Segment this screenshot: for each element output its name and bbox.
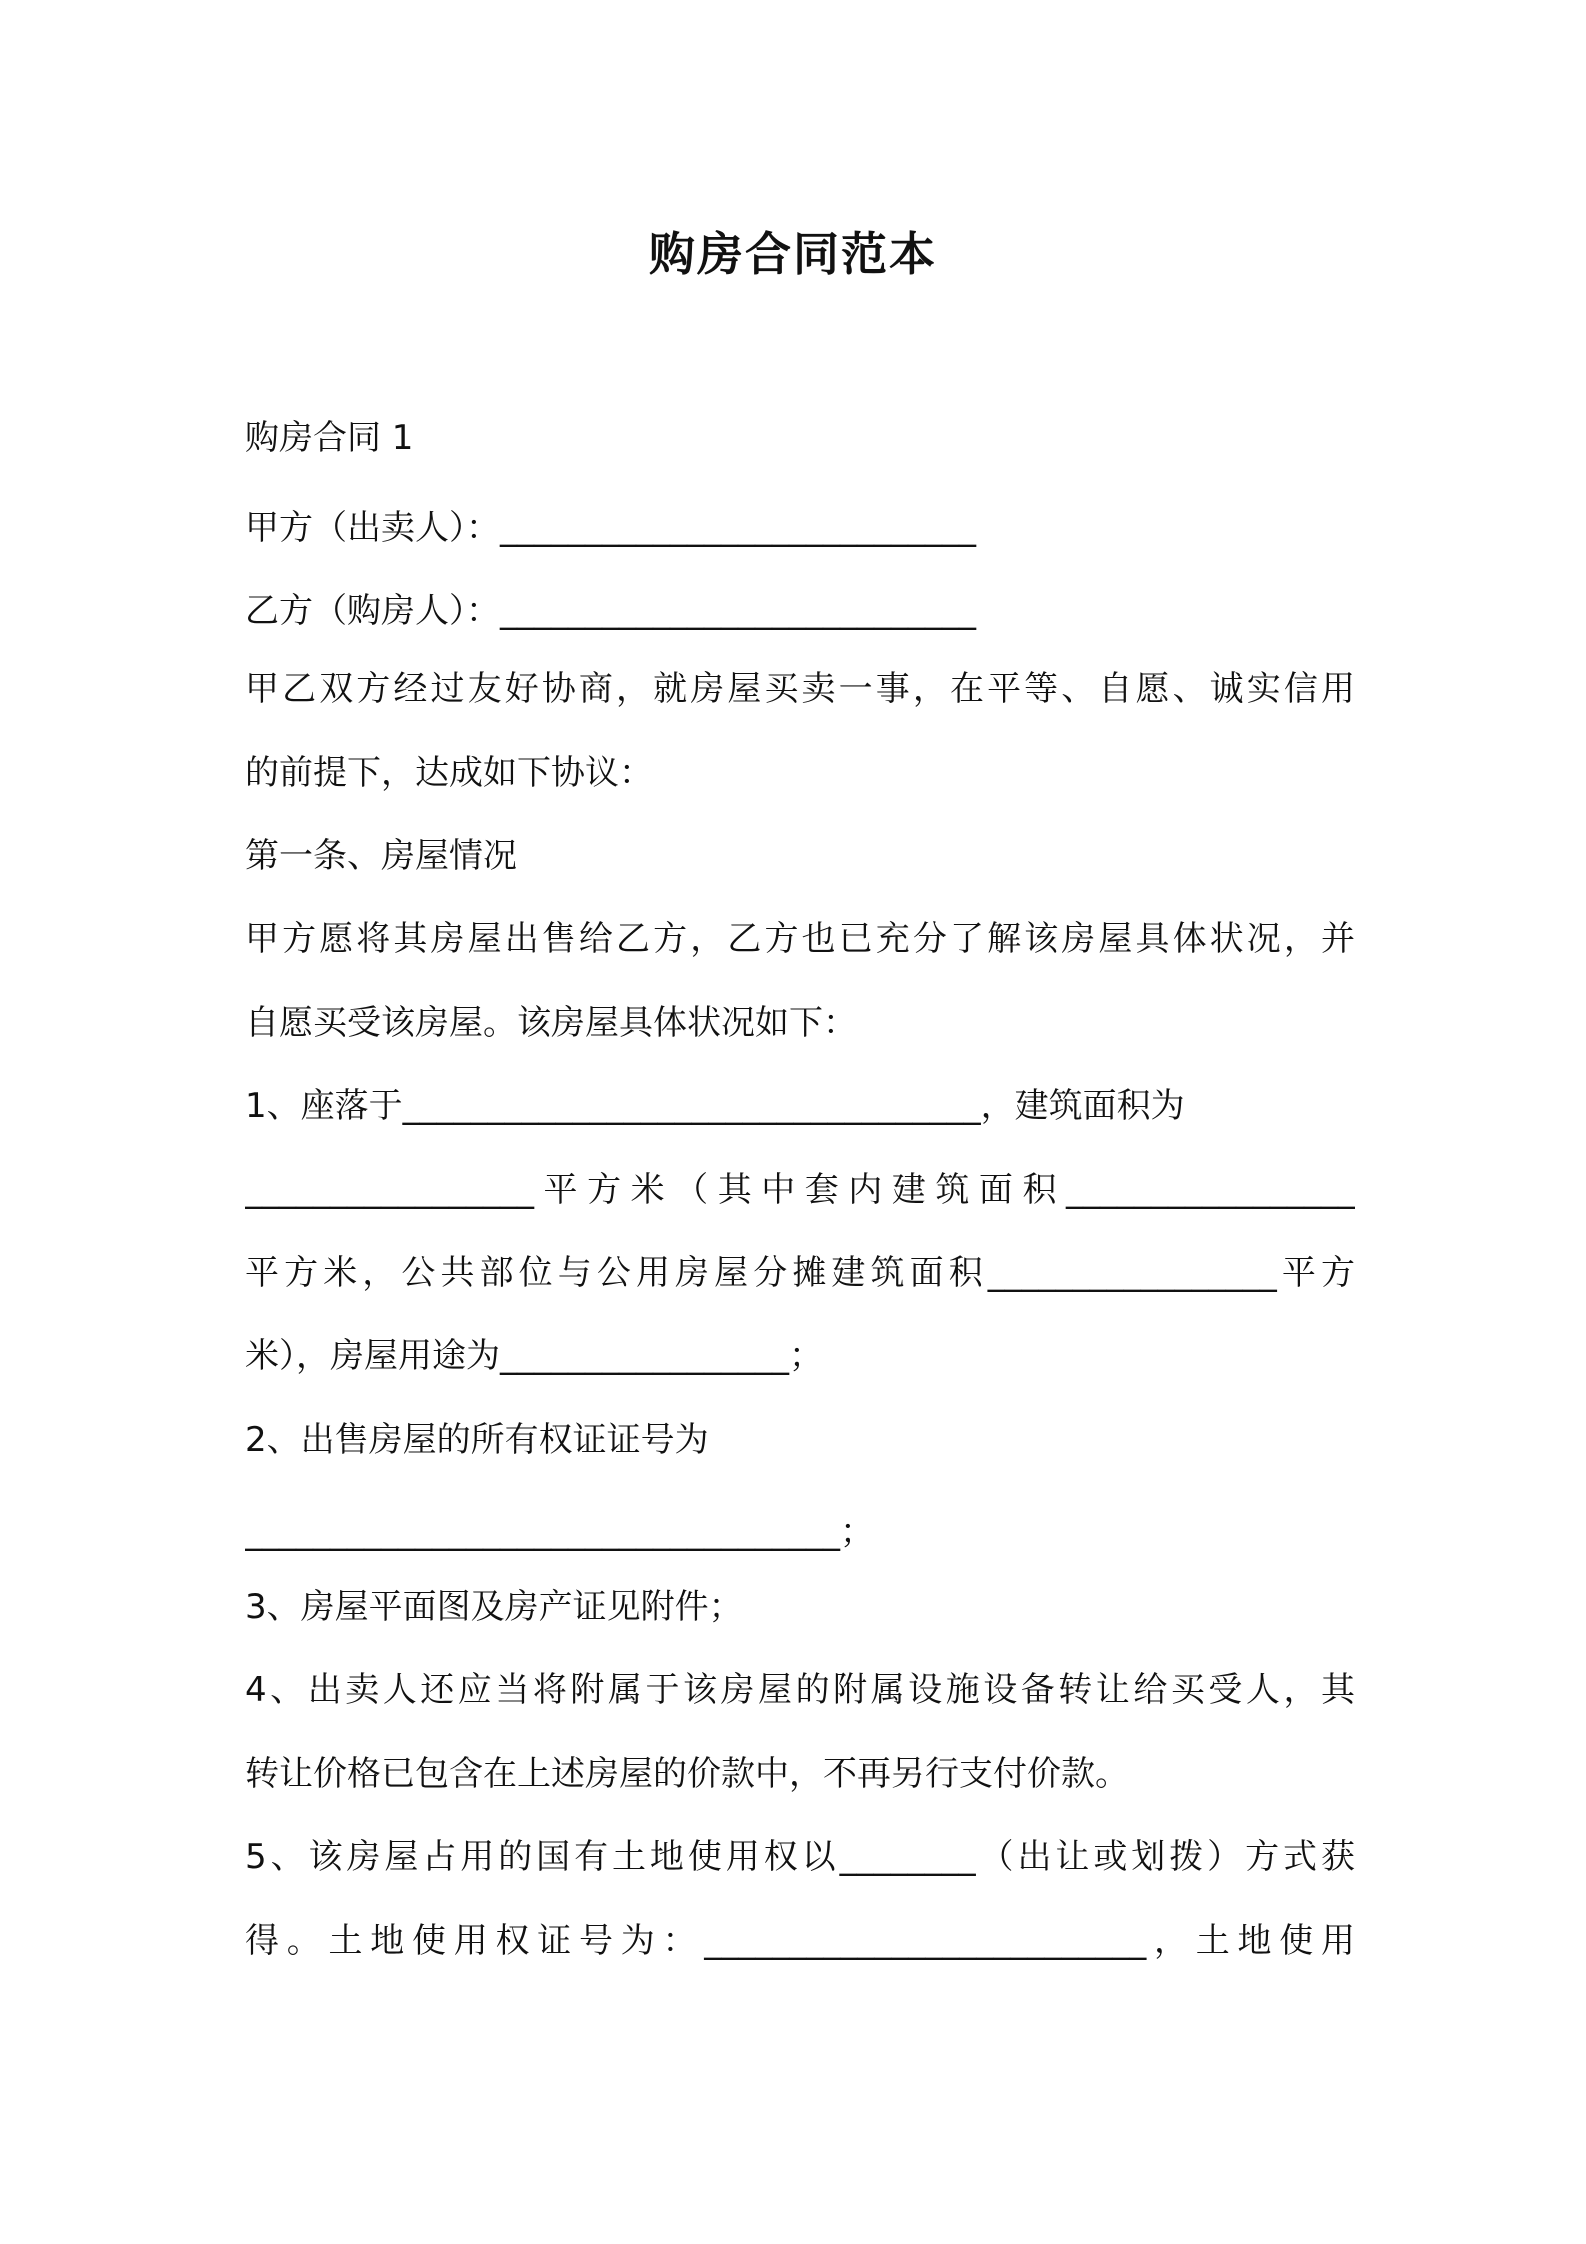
clause-3-line: 3、房屋平面图及房产证见附件； bbox=[245, 1587, 743, 1627]
section-heading-contract-1: 购房合同 1 bbox=[245, 418, 414, 458]
clause-4-line: 转让价格已包含在上述房屋的价款中，不再另行支付价款。 bbox=[245, 1754, 1129, 1794]
party-b-line: 乙方（购房人）：____________________________ bbox=[245, 591, 976, 631]
clause-2-blank-line: ___________________________________； bbox=[245, 1512, 874, 1552]
party-a-line: 甲方（出卖人）：____________________________ bbox=[245, 508, 976, 548]
clause-2-line: 2、出售房屋的所有权证证号为 bbox=[245, 1420, 709, 1460]
clause-1-line: 米），房屋用途为_________________； bbox=[245, 1336, 823, 1376]
clause-1-line: 平方米，公共部位与公用房屋分摊建筑面积_________________平方 bbox=[245, 1253, 1355, 1293]
paragraph-line: 甲乙双方经过友好协商，就房屋买卖一事，在平等、自愿、诚实信用 bbox=[245, 669, 1355, 709]
clause-5-line: 5、该房屋占用的国有土地使用权以________（出让或划拨）方式获 bbox=[245, 1837, 1355, 1877]
clause-5-line: 得。土地使用权证号为：__________________________，土地使用 bbox=[245, 1921, 1355, 1961]
paragraph-line: 的前提下，达成如下协议： bbox=[245, 753, 653, 793]
article-1-heading: 第一条、房屋情况 bbox=[245, 836, 517, 876]
paragraph-line: 甲方愿将其房屋出售给乙方，乙方也已充分了解该房屋具体状况，并 bbox=[245, 919, 1355, 959]
paragraph-line: 自愿买受该房屋。该房屋具体状况如下： bbox=[245, 1003, 857, 1043]
clause-4-line: 4、出卖人还应当将附属于该房屋的附属设施设备转让给买受人，其 bbox=[245, 1670, 1355, 1710]
document-title: 购房合同范本 bbox=[649, 227, 937, 281]
clause-1-line: _________________平方米（其中套内建筑面积_________________ bbox=[245, 1170, 1355, 1210]
clause-1-line: 1、座落于__________________________________，建筑面积为 bbox=[245, 1086, 1185, 1126]
